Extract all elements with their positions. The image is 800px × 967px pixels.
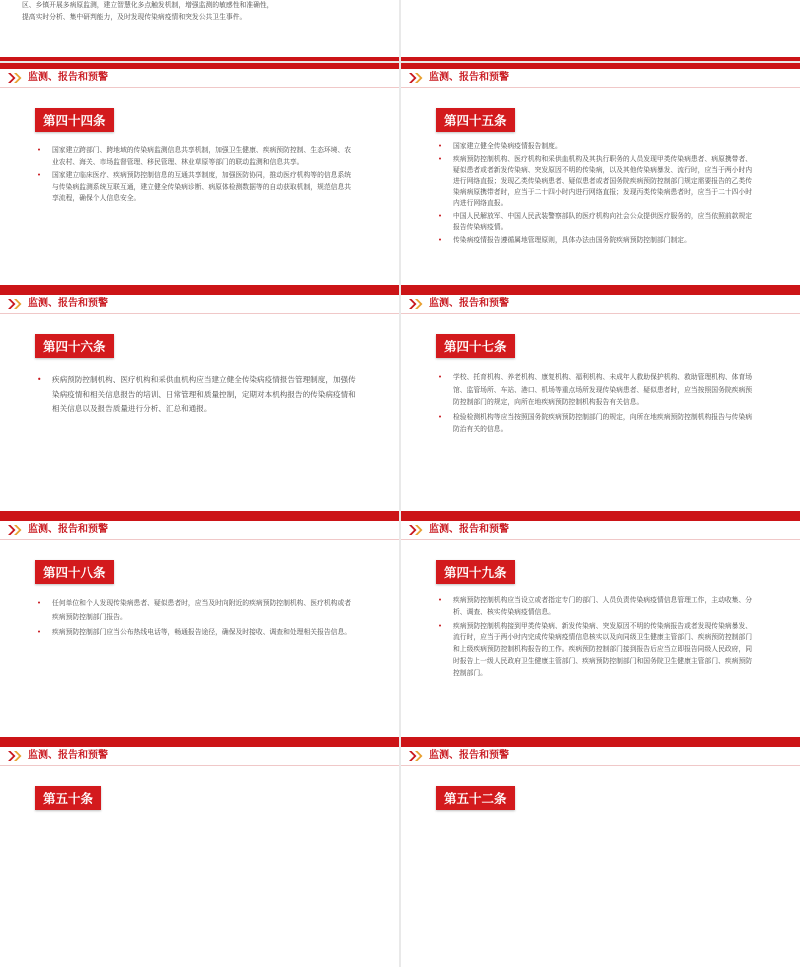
bullet-icon: • bbox=[438, 621, 443, 630]
bullet-icon: • bbox=[438, 373, 443, 381]
slide-header bbox=[401, 295, 800, 313]
slide-header bbox=[0, 521, 399, 539]
slide-article-50 bbox=[0, 741, 399, 967]
bullet-icon: • bbox=[37, 375, 42, 384]
list-item bbox=[438, 595, 758, 619]
header-divider bbox=[0, 87, 399, 88]
item-text: 疾病预防控制机构应当设立或者指定专门的部门、人员负责传染病疫情信息管理工作，主动收集、分析、调查、核实传染病疫情信息。 bbox=[453, 596, 753, 616]
item-text: 任何单位和个人发现传染病患者、疑似患者时，应当及时向附近的疾病预防控制机构、医疗机构或者疾病预防控制部门报告。 bbox=[52, 599, 352, 621]
section-title: 监测、报告和预警 bbox=[429, 750, 509, 761]
slide-header bbox=[0, 747, 399, 765]
item-text: 国家建立跨部门、跨地域的传染病监测信息共享机制，加强卫生健康、疾病预防控制、生态环境、农业农村、海关、市场监督管理、移民管理、林业草原等部门的联动监测和信息共享。 bbox=[52, 146, 352, 166]
item-text: 国家建立健全传染病疫情报告制度。 bbox=[453, 142, 562, 150]
double-chevron-icon bbox=[408, 751, 424, 761]
bottom-bar bbox=[401, 57, 800, 61]
slide-article-46 bbox=[0, 289, 399, 515]
header-divider bbox=[0, 313, 399, 314]
item-text: 国家建立临床医疗、疾病预防控制信息的互通共享制度，加强医防协同，推动医疗机构等的信息系统与传染病监测系统互联互通，建立健全传染病诊断、病原体检测数据等的自动获取机制，规范信息共享流程，确保个人信息安全。 bbox=[52, 171, 352, 202]
item-text: 中国人民解放军、中国人民武装警察部队的医疗机构向社会公众提供医疗服务的，应当依照前款规定报告传染病疫情。 bbox=[453, 212, 753, 231]
double-chevron-icon bbox=[408, 73, 424, 83]
slide-header bbox=[0, 295, 399, 313]
header-divider bbox=[401, 313, 800, 314]
bullet-icon: • bbox=[37, 146, 42, 154]
slide-article-45 bbox=[401, 63, 800, 289]
list-item bbox=[438, 621, 758, 680]
list-item bbox=[37, 170, 357, 205]
header-divider bbox=[401, 87, 800, 88]
double-chevron-icon bbox=[408, 299, 424, 309]
section-title: 监测、报告和预警 bbox=[429, 298, 509, 309]
bottom-bar bbox=[0, 57, 399, 61]
article-badge: 第四十四条 bbox=[35, 108, 114, 132]
section-title: 监测、报告和预警 bbox=[28, 750, 108, 761]
fragment-text bbox=[22, 0, 379, 23]
article-content bbox=[37, 597, 357, 640]
section-title: 监测、报告和预警 bbox=[429, 72, 509, 83]
bullet-icon: • bbox=[438, 596, 443, 604]
article-badge: 第四十九条 bbox=[436, 560, 515, 584]
list-item bbox=[37, 626, 357, 640]
section-title: 监测、报告和预警 bbox=[28, 72, 108, 83]
list-item bbox=[438, 211, 758, 233]
item-text: 疾病预防控制机构、医疗机构和采供血机构及其执行职务的人员发现甲类传染病患者、病原携带者、疑似患者或者新发传染病、突发原因不明的传染病，以及其他传染病暴发、流行时，应当于两小时内进行网络直报；发现乙类传染病患者、疑似患者或者国务院疾病预防控制部门规定需要报告的乙类传染病病原携带者时，应当于二十四小时内进行网络直报；发现丙类传染病患者时，应当于二十四小时内进行网络直报。 bbox=[453, 155, 753, 207]
bullet-icon: • bbox=[438, 412, 443, 421]
slide-article-49 bbox=[401, 515, 800, 741]
list-item bbox=[438, 371, 758, 409]
header-divider bbox=[0, 765, 399, 766]
slide-header bbox=[401, 747, 800, 765]
list-item bbox=[438, 235, 758, 246]
article-badge: 第五十二条 bbox=[436, 786, 515, 810]
list-item bbox=[438, 141, 758, 152]
item-text: 学校、托育机构、养老机构、康复机构、福利机构、未成年人救助保护机构、救助管理机构、体育场馆、监管场所、车站、港口、机场等重点场所发现传染病患者、疑似患者时，应当按照国务院疾病预防控制部门的规定，向所在地疾病预防控制机构报告有关信息。 bbox=[453, 373, 753, 406]
list-item bbox=[438, 411, 758, 436]
article-badge: 第五十条 bbox=[35, 786, 101, 810]
slide-article-44 bbox=[0, 63, 399, 289]
bullet-icon: • bbox=[37, 599, 42, 607]
bullet-icon: • bbox=[438, 155, 443, 163]
item-text: 检验检测机构等应当按照国务院疾病预防控制部门的规定，向所在地疾病预防控制机构报告与传染病防治有关的信息。 bbox=[453, 412, 753, 433]
slide-header bbox=[401, 69, 800, 87]
article-content bbox=[438, 371, 758, 436]
double-chevron-icon bbox=[408, 525, 424, 535]
bullet-icon: • bbox=[438, 236, 443, 244]
header-divider bbox=[401, 539, 800, 540]
bullet-icon: • bbox=[438, 212, 443, 220]
item-text: 疾病预防控制机构、医疗机构和采供血机构应当建立健全传染病疫情报告管理制度，加强传染病疫情和相关信息报告的培训、日常管理和质量控制，定期对本机构报告的传染病疫情和相关信息以及报告质量进行分析、汇总和通报。 bbox=[52, 375, 356, 414]
double-chevron-icon bbox=[7, 525, 23, 535]
section-title: 监测、报告和预警 bbox=[429, 524, 509, 535]
bullet-icon: • bbox=[37, 628, 42, 636]
article-content bbox=[37, 373, 357, 417]
slide-fragment-top-left bbox=[0, 0, 399, 61]
section-title: 监测、报告和预警 bbox=[28, 298, 108, 309]
list-item bbox=[37, 145, 357, 168]
slide-article-52 bbox=[401, 741, 800, 967]
double-chevron-icon bbox=[7, 73, 23, 83]
slide-header bbox=[0, 69, 399, 87]
article-badge: 第四十五条 bbox=[436, 108, 515, 132]
slide-fragment-top-right bbox=[401, 0, 800, 61]
item-text: 传染病疫情报告遵循属地管理原则，具体办法由国务院疾病预防控制部门制定。 bbox=[453, 236, 691, 244]
section-title: 监测、报告和预警 bbox=[28, 524, 108, 535]
slide-article-47 bbox=[401, 289, 800, 515]
bullet-icon: • bbox=[37, 171, 42, 179]
item-text: 疾病预防控制部门应当公布热线电话等，畅通报告途径，确保及时接收、调查和处理相关报告信息。 bbox=[52, 628, 352, 636]
header-divider bbox=[0, 539, 399, 540]
double-chevron-icon bbox=[7, 751, 23, 761]
item-text: 疾病预防控制机构接到甲类传染病、新发传染病、突发原因不明的传染病报告或者发现传染病暴发、流行时，应当于两小时内完成传染病疫情信息核实以及向同级卫生健康主管部门、疾病预防控制部门和上级疾病预防控制机构报告的工作。疾病预防控制部门接到报告后应当立即报告同级人民政府，同时报告上一级人民政府卫生健康主管部门、疾病预防控制部门和国务院卫生健康主管部门、疾病预防控制部门。 bbox=[453, 621, 753, 677]
slide-header bbox=[401, 521, 800, 539]
slide-article-48 bbox=[0, 515, 399, 741]
header-divider bbox=[401, 765, 800, 766]
fragment-line-1: 区、乡镇开展多病原监测，建立智慧化多点触发机制，增强监测的敏感性和准确性， bbox=[22, 1, 274, 9]
article-badge: 第四十八条 bbox=[35, 560, 114, 584]
list-item bbox=[438, 154, 758, 209]
bullet-icon: • bbox=[438, 142, 443, 150]
list-item bbox=[37, 373, 357, 417]
article-content bbox=[438, 595, 758, 680]
article-badge: 第四十六条 bbox=[35, 334, 114, 358]
article-content bbox=[438, 141, 758, 246]
list-item bbox=[37, 597, 357, 624]
article-content bbox=[37, 145, 357, 205]
article-badge: 第四十七条 bbox=[436, 334, 515, 358]
double-chevron-icon bbox=[7, 299, 23, 309]
fragment-line-2: 提高实时分析、集中研判能力，及时发现传染病疫情和突发公共卫生事件。 bbox=[22, 12, 247, 21]
